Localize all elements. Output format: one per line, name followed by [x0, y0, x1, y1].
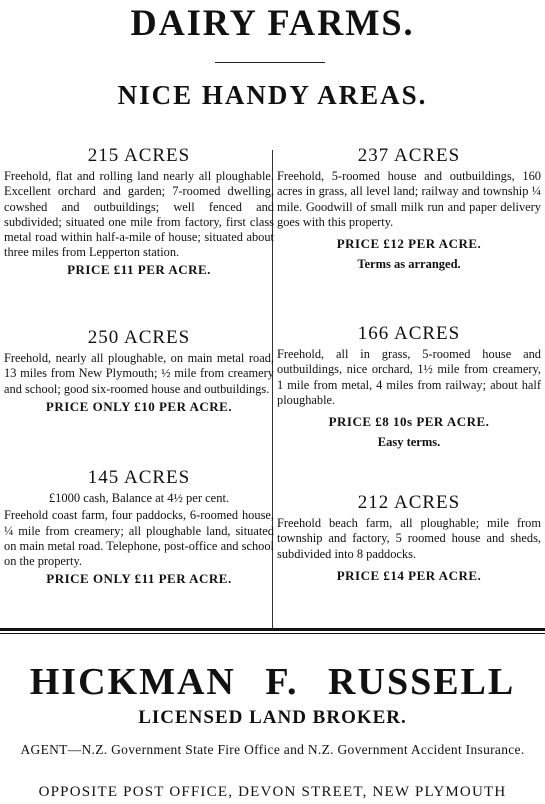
advert-title: DAIRY FARMS. — [130, 3, 415, 44]
listing-215-acres — [4, 145, 274, 278]
listing-price: PRICE £14 PER ACRE. — [336, 567, 482, 583]
address-line: OPPOSITE POST OFFICE, DEVON STREET, NEW PLYMOUTH — [38, 784, 507, 800]
listing-250-acres — [4, 327, 274, 414]
listing-price: PRICE £8 10s PER ACRE. — [328, 414, 490, 430]
listing-description: Freehold, nearly all ploughable, on main metal road, 13 miles from New Plymouth; ½ mile from creamery and school; good six-roomed house and outbuildings. — [4, 351, 274, 396]
advert-subtitle: NICE HANDY AREAS. — [117, 80, 428, 110]
listing-description: Freehold, 5-roomed house and outbuildings, 160 acres in grass, all level land; railway and township ¼ mile. Goodwill of small milk run and paper delivery goes with this property. — [277, 169, 541, 229]
footer-rule-thin — [0, 633, 545, 634]
footer-rule-thick — [0, 628, 545, 631]
listing-description: Freehold beach farm, all ploughable; mile from township and factory, 5 roomed house and sheds, subdivided into 8 paddocks. — [277, 516, 541, 561]
broker-role: LICENSED LAND BROKER. — [138, 707, 407, 728]
listing-description: Freehold coast farm, four paddocks, 6-roomed house, ¼ mile from creamery; all ploughable land, situated on main metal road. Telephone, post-office and school on the property. — [4, 508, 274, 569]
agent-line: AGENT—N.Z. Government State Fire Office and N.Z. Government Accident Insurance. — [20, 742, 525, 757]
listing-acres: 215 ACRES — [87, 145, 191, 166]
listing-price: PRICE ONLY £10 PER ACRE. — [45, 398, 233, 414]
broker-name: HICKMAN F. RUSSELL — [29, 661, 516, 703]
listing-acres: 145 ACRES — [87, 467, 191, 488]
listing-terms: Terms as arranged. — [357, 257, 461, 272]
title-divider — [215, 62, 325, 63]
listing-237-acres — [277, 145, 541, 272]
listing-212-acres — [277, 492, 541, 583]
listing-acres: 237 ACRES — [357, 145, 461, 166]
listing-description: Freehold, flat and rolling land nearly all ploughable. Excellent orchard and garden; 7-roomed dwelling, cowshed and outbuildings; well fenced and subdivided; situated one mile from factory, first class metal road within half-a-mile of house; situated about three miles from Lepperton station. — [4, 169, 274, 260]
listing-price: PRICE £11 PER ACRE. — [67, 262, 211, 278]
listing-acres: 166 ACRES — [357, 323, 461, 344]
listing-terms-note: £1000 cash, Balance at 4½ per cent. — [48, 491, 230, 506]
listing-166-acres — [277, 323, 541, 450]
listing-acres: 212 ACRES — [357, 492, 461, 513]
listing-price: PRICE ONLY £11 PER ACRE. — [46, 571, 232, 587]
listing-145-acres — [4, 467, 274, 587]
listing-description: Freehold, all in grass, 5-roomed house and outbuildings, nice orchard, 1½ mile from creamery, 1 mile from metal, 4 miles from railway; about half ploughable. — [277, 347, 541, 407]
listing-terms: Easy terms. — [377, 435, 441, 450]
listing-price: PRICE £12 PER ACRE. — [336, 236, 482, 252]
listing-acres: 250 ACRES — [87, 327, 191, 348]
